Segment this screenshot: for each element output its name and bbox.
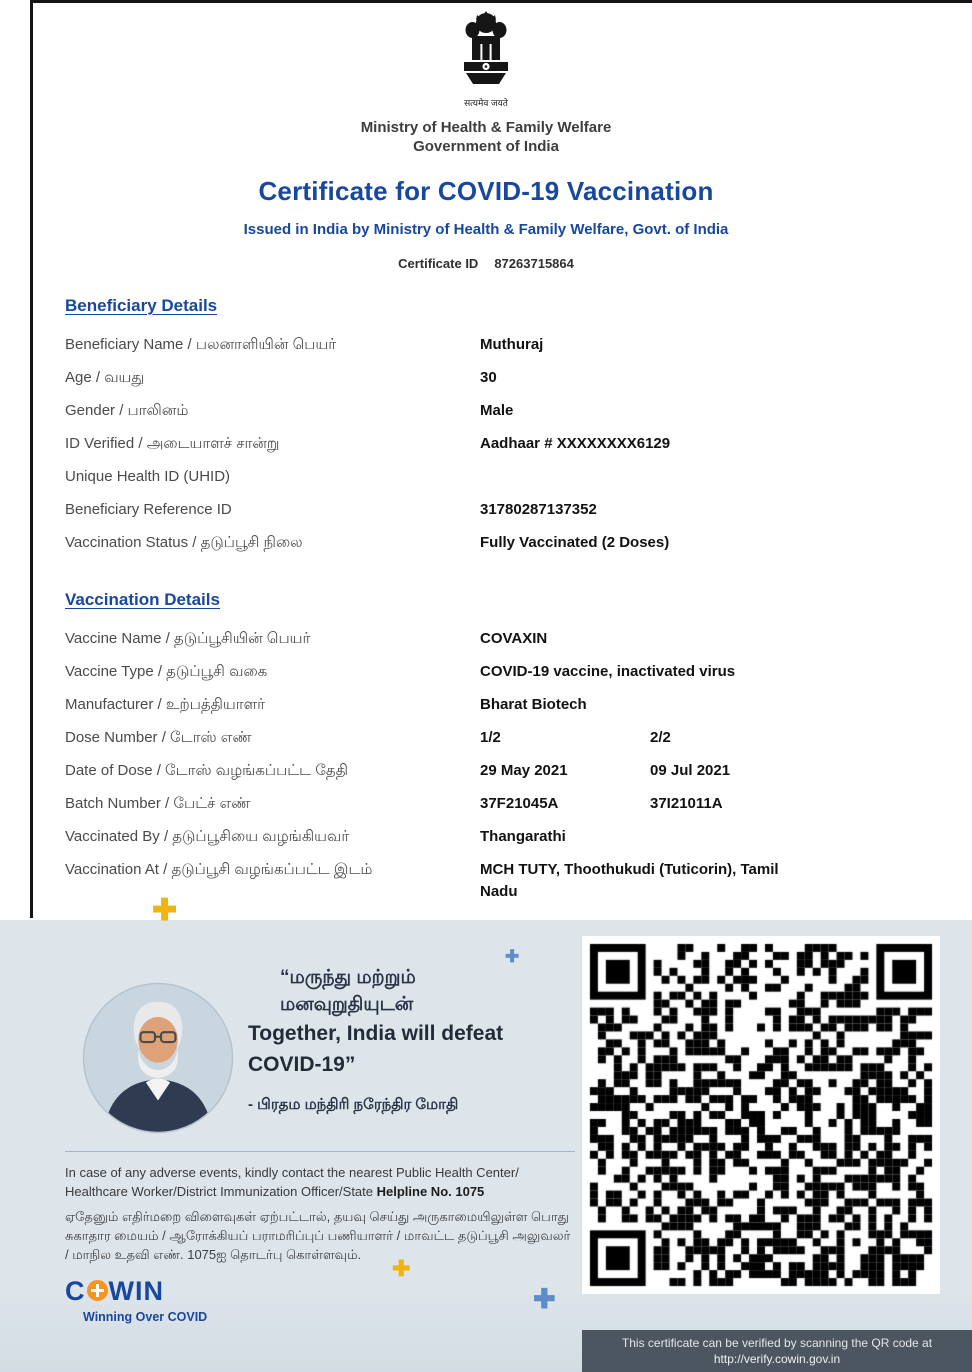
certificate-id-row bbox=[0, 256, 972, 271]
row-batch-number bbox=[65, 793, 936, 815]
verify-text: This certificate can be verified by scanning the QR code at bbox=[621, 1336, 933, 1350]
certificate-subtitle: Issued in India by Ministry of Health & Family Welfare, Govt. of India bbox=[243, 221, 729, 238]
quote-attribution: - பிரதம மந்திரி நரேந்திர மோதி bbox=[248, 1096, 459, 1113]
vaccination-details-section bbox=[65, 565, 936, 903]
field-label: Age / வயது bbox=[65, 369, 145, 386]
row-id-verified bbox=[65, 433, 936, 455]
field-label: Gender / பாலினம் bbox=[65, 402, 189, 419]
field-value: Muthuraj bbox=[480, 336, 544, 353]
cowin-tagline: Winning Over COVID bbox=[83, 1310, 208, 1324]
row-gender bbox=[65, 400, 936, 422]
field-label: Vaccine Name / தடுப்பூசியின் பெயர் bbox=[65, 630, 311, 647]
row-beneficiary-name bbox=[65, 334, 936, 356]
india-emblem-icon bbox=[455, 10, 517, 112]
field-value: MCH TUTY, Thoothukudi (Tuticorin), Tamil Nadu bbox=[480, 861, 779, 900]
adverse-events-text-english: In case of any adverse events, kindly contact the nearest Public Health Center/ Healthcare Worker/District Immunization Officer/State Helpline No. 1075 bbox=[65, 1165, 519, 1199]
adverse-events-text-tamil: ஏதேனும் எதிர்மறை விளைவுகள் ஏற்பட்டால், தயவு செய்து அருகாமையிலுள்ள பொது சுகாதார மையம் / ஆரோக்கியப் பராமரிப்புப் பணியாளர் / மாவட்ட தடுப்பூசி அலுவலர் / மாநில உதவி எண். 1075ஐ தொடர்பு கொள்ளவும். bbox=[65, 1209, 571, 1262]
plus-decoration-icon: ✚ bbox=[533, 1284, 556, 1314]
field-value: Bharat Biotech bbox=[480, 696, 587, 713]
field-label: Vaccinated By / தடுப்பூசியை வழங்கியவர் bbox=[65, 828, 350, 845]
certificate-id-label: Certificate ID bbox=[398, 256, 479, 271]
page-border-top bbox=[30, 0, 972, 3]
qr-code bbox=[582, 936, 940, 1294]
cowin-logo bbox=[65, 1276, 207, 1324]
verify-url[interactable]: http://verify.cowin.gov.in bbox=[713, 1352, 841, 1366]
section-title-vaccination: Vaccination Details bbox=[65, 590, 220, 609]
quote-english-line: Together, India will defeat bbox=[248, 1022, 504, 1045]
certificate-id-value: 87263715864 bbox=[494, 256, 574, 271]
row-vaccination-status bbox=[65, 532, 936, 554]
field-value: COVID-19 vaccine, inactivated virus bbox=[480, 663, 736, 680]
row-date-of-dose bbox=[65, 760, 936, 782]
pm-photo bbox=[82, 982, 234, 1134]
plus-decoration-icon: ✚ bbox=[505, 947, 520, 966]
cowin-plus-icon bbox=[87, 1280, 108, 1301]
dose-2-value: 09 Jul 2021 bbox=[650, 762, 731, 779]
field-label: ID Verified / அடையாளச் சான்று bbox=[65, 435, 280, 452]
ministry-name: Ministry of Health & Family Welfare bbox=[360, 119, 612, 136]
field-label: Batch Number / பேட்ச் எண் bbox=[65, 795, 251, 812]
field-label: Dose Number / டோஸ் எண் bbox=[65, 729, 252, 746]
field-value: COVAXIN bbox=[480, 630, 548, 647]
field-value: 30 bbox=[480, 369, 497, 386]
beneficiary-details-section bbox=[65, 271, 936, 554]
field-label: Vaccine Type / தடுப்பூசி வகை bbox=[65, 663, 268, 680]
field-value: Fully Vaccinated (2 Doses) bbox=[480, 534, 670, 551]
field-label: Unique Health ID (UHID) bbox=[65, 468, 231, 485]
field-value: Male bbox=[480, 402, 514, 419]
dose-2-value: 2/2 bbox=[650, 729, 671, 746]
footer-divider bbox=[65, 1151, 575, 1152]
quote-tamil-line: “மருந்து மற்றும் bbox=[280, 967, 416, 988]
certificate-header bbox=[0, 0, 972, 271]
footer-panel bbox=[0, 894, 972, 1372]
dose-1-value: 29 May 2021 bbox=[480, 762, 568, 779]
field-label: Vaccination Status / தடுப்பூசி நிலை bbox=[65, 534, 303, 551]
verify-bar bbox=[582, 1330, 972, 1372]
quote-tamil-line: மனவுறுதியுடன் bbox=[280, 994, 414, 1015]
row-manufacturer bbox=[65, 694, 936, 716]
field-value: Thangarathi bbox=[480, 828, 566, 845]
row-vaccinated-by bbox=[65, 826, 936, 848]
field-label: Manufacturer / உற்பத்தியாளர் bbox=[65, 696, 265, 713]
field-label: Beneficiary Name / பலனாளியின் பெயர் bbox=[65, 336, 337, 353]
field-value: Aadhaar # XXXXXXXX6129 bbox=[480, 435, 671, 452]
row-age bbox=[65, 367, 936, 389]
cowin-logo-win: WIN bbox=[108, 1276, 164, 1306]
row-uhid bbox=[65, 466, 936, 488]
emblem-motto: सत्यमेव जयते bbox=[464, 98, 508, 108]
dose-1-value: 37F21045A bbox=[480, 795, 559, 812]
row-dose-number bbox=[65, 727, 936, 749]
field-label: Date of Dose / டோஸ் வழங்கப்பட்ட தேதி bbox=[65, 762, 348, 779]
pm-quote bbox=[248, 964, 578, 1115]
certificate-title: Certificate for COVID-19 Vaccination bbox=[258, 176, 714, 206]
dose-1-value: 1/2 bbox=[480, 729, 501, 746]
government-name: Government of India bbox=[413, 138, 559, 155]
row-vaccination-at bbox=[65, 859, 936, 903]
cowin-logo-c: C bbox=[65, 1276, 86, 1306]
quote-english-line: COVID-19” bbox=[248, 1053, 356, 1076]
field-label: Vaccination At / தடுப்பூசி வழங்கப்பட்ட இடம் bbox=[65, 861, 373, 878]
plus-decoration-icon: ✚ bbox=[152, 894, 178, 927]
field-value: 31780287137352 bbox=[480, 501, 597, 518]
helpline-number: Helpline No. 1075 bbox=[376, 1184, 485, 1199]
section-title-beneficiary: Beneficiary Details bbox=[65, 296, 218, 315]
row-reference-id bbox=[65, 499, 936, 521]
row-vaccine-type bbox=[65, 661, 936, 683]
dose-2-value: 37I21011A bbox=[650, 795, 723, 812]
field-label: Beneficiary Reference ID bbox=[65, 501, 232, 518]
page-border-left bbox=[30, 0, 33, 918]
plus-decoration-icon: ✚ bbox=[392, 1256, 411, 1281]
row-vaccine-name bbox=[65, 628, 936, 650]
field-value bbox=[480, 466, 820, 488]
